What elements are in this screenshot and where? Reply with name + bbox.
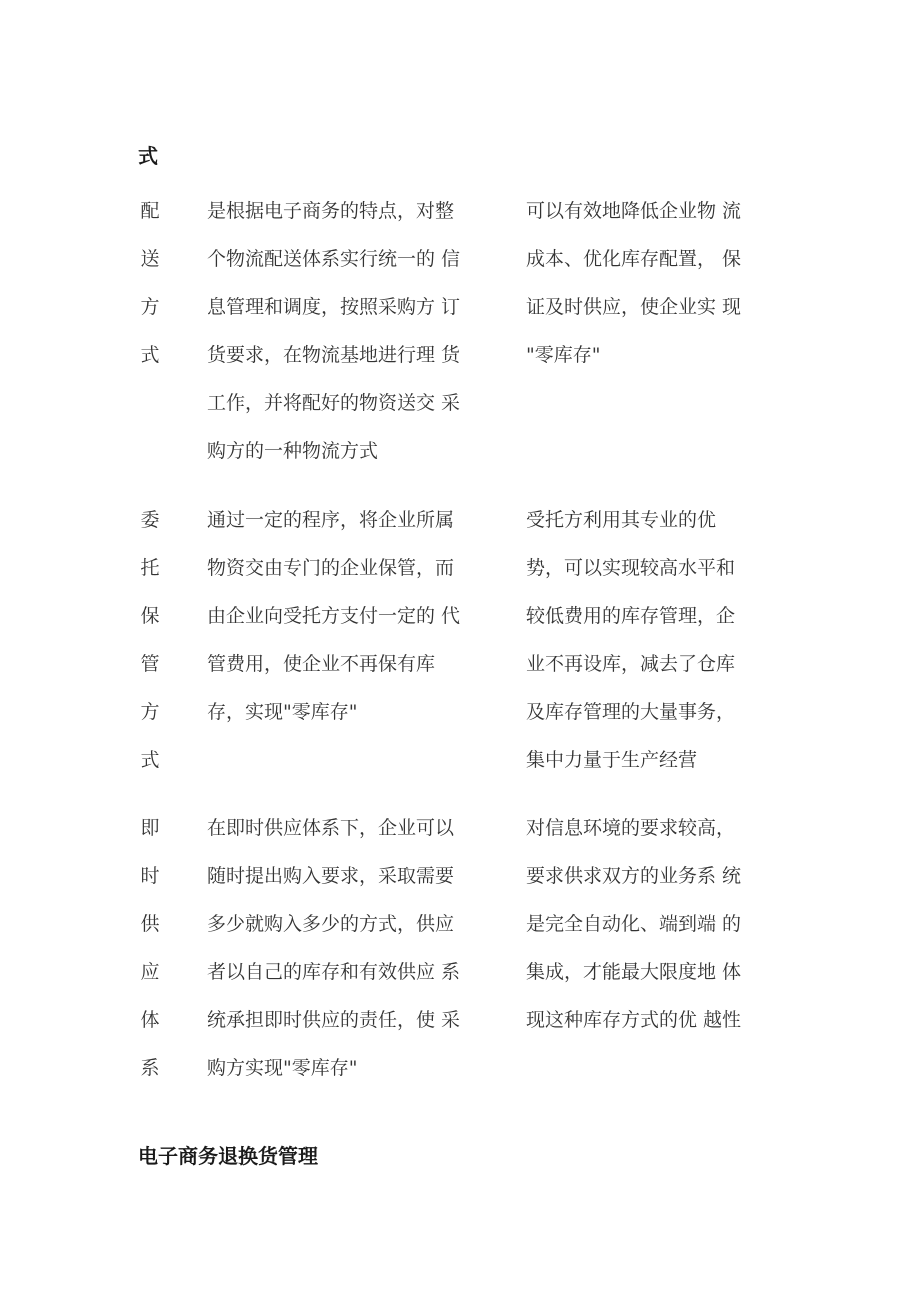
description-line: 购方实现"零库存" [207, 1057, 358, 1079]
description-cell [207, 496, 507, 736]
advantage-line: 集成，才能最大限度地 体 [526, 961, 742, 983]
description-cell [207, 187, 507, 475]
description-cell [207, 804, 507, 1092]
description-line: 工作，并将配好的物资送交 采 [207, 392, 461, 414]
advantage-line: 较低费用的库存管理，企 [526, 605, 736, 627]
advantage-line: 是完全自动化、端到端 的 [526, 913, 742, 935]
section-heading-top: 式 [138, 144, 158, 168]
term-char: 保 [140, 605, 160, 627]
description-line: 息管理和调度，按照采购方 订 [207, 296, 461, 318]
advantage-line: 集中力量于生产经营 [526, 749, 698, 771]
advantage-line: 现这种库存方式的优 越性 [526, 1009, 742, 1031]
advantage-line: 势，可以实现较高水平和 [526, 557, 736, 579]
description-line: 是根据电子商务的特点，对整 [207, 200, 455, 222]
advantage-line: 证及时供应，使企业实 现 [526, 296, 742, 318]
term-char: 托 [140, 557, 160, 579]
advantage-line: 对信息环境的要求较高， [526, 817, 736, 839]
term-char: 式 [140, 749, 160, 771]
description-line: 管费用，使企业不再保有库 [207, 653, 436, 675]
advantage-line: 要求供求双方的业务系 统 [526, 865, 742, 887]
description-line: 个物流配送体系实行统一的 信 [207, 248, 461, 270]
term-char: 应 [140, 961, 160, 983]
term-char: 方 [140, 296, 160, 318]
advantage-line: "零库存" [526, 344, 601, 366]
term-char: 方 [140, 701, 160, 723]
advantage-line: 成本、优化库存配置， 保 [526, 248, 742, 270]
description-line: 物资交由专门的企业保管，而 [207, 557, 455, 579]
description-line: 者以自己的库存和有效供应 系 [207, 961, 461, 983]
advantage-cell [526, 804, 786, 1044]
term-char: 式 [140, 344, 160, 366]
advantage-cell [526, 496, 786, 784]
term-char: 时 [140, 865, 160, 887]
advantage-line: 可以有效地降低企业物 流 [526, 200, 742, 222]
term-char: 管 [140, 653, 160, 675]
term-char: 送 [140, 248, 160, 270]
term-char: 配 [140, 200, 160, 222]
description-line: 统承担即时供应的责任，使 采 [207, 1009, 461, 1031]
term-cell [138, 496, 162, 784]
term-char: 即 [140, 817, 160, 839]
description-line: 购方的一种物流方式 [207, 440, 379, 462]
description-line: 货要求，在物流基地进行理 货 [207, 344, 461, 366]
advantage-line: 及库存管理的大量事务， [526, 701, 736, 723]
term-char: 供 [140, 913, 160, 935]
description-line: 在即时供应体系下，企业可以 [207, 817, 455, 839]
advantage-line: 业不再设库，减去了仓库 [526, 653, 736, 675]
description-line: 多少就购入多少的方式，供应 [207, 913, 455, 935]
description-line: 存，实现"零库存" [207, 701, 358, 723]
advantage-cell [526, 187, 786, 379]
description-line: 通过一定的程序，将企业所属 [207, 509, 455, 531]
section-heading-bottom: 电子商务退换货管理 [138, 1144, 318, 1168]
term-cell [138, 804, 162, 1092]
advantage-line: 受托方利用其专业的优 [526, 509, 717, 531]
description-line: 随时提出购入要求，采取需要 [207, 865, 455, 887]
description-line: 由企业向受托方支付一定的 代 [207, 605, 461, 627]
term-char: 委 [140, 509, 160, 531]
term-char: 体 [140, 1009, 160, 1031]
term-char: 系 [140, 1057, 160, 1079]
term-cell [138, 187, 162, 379]
